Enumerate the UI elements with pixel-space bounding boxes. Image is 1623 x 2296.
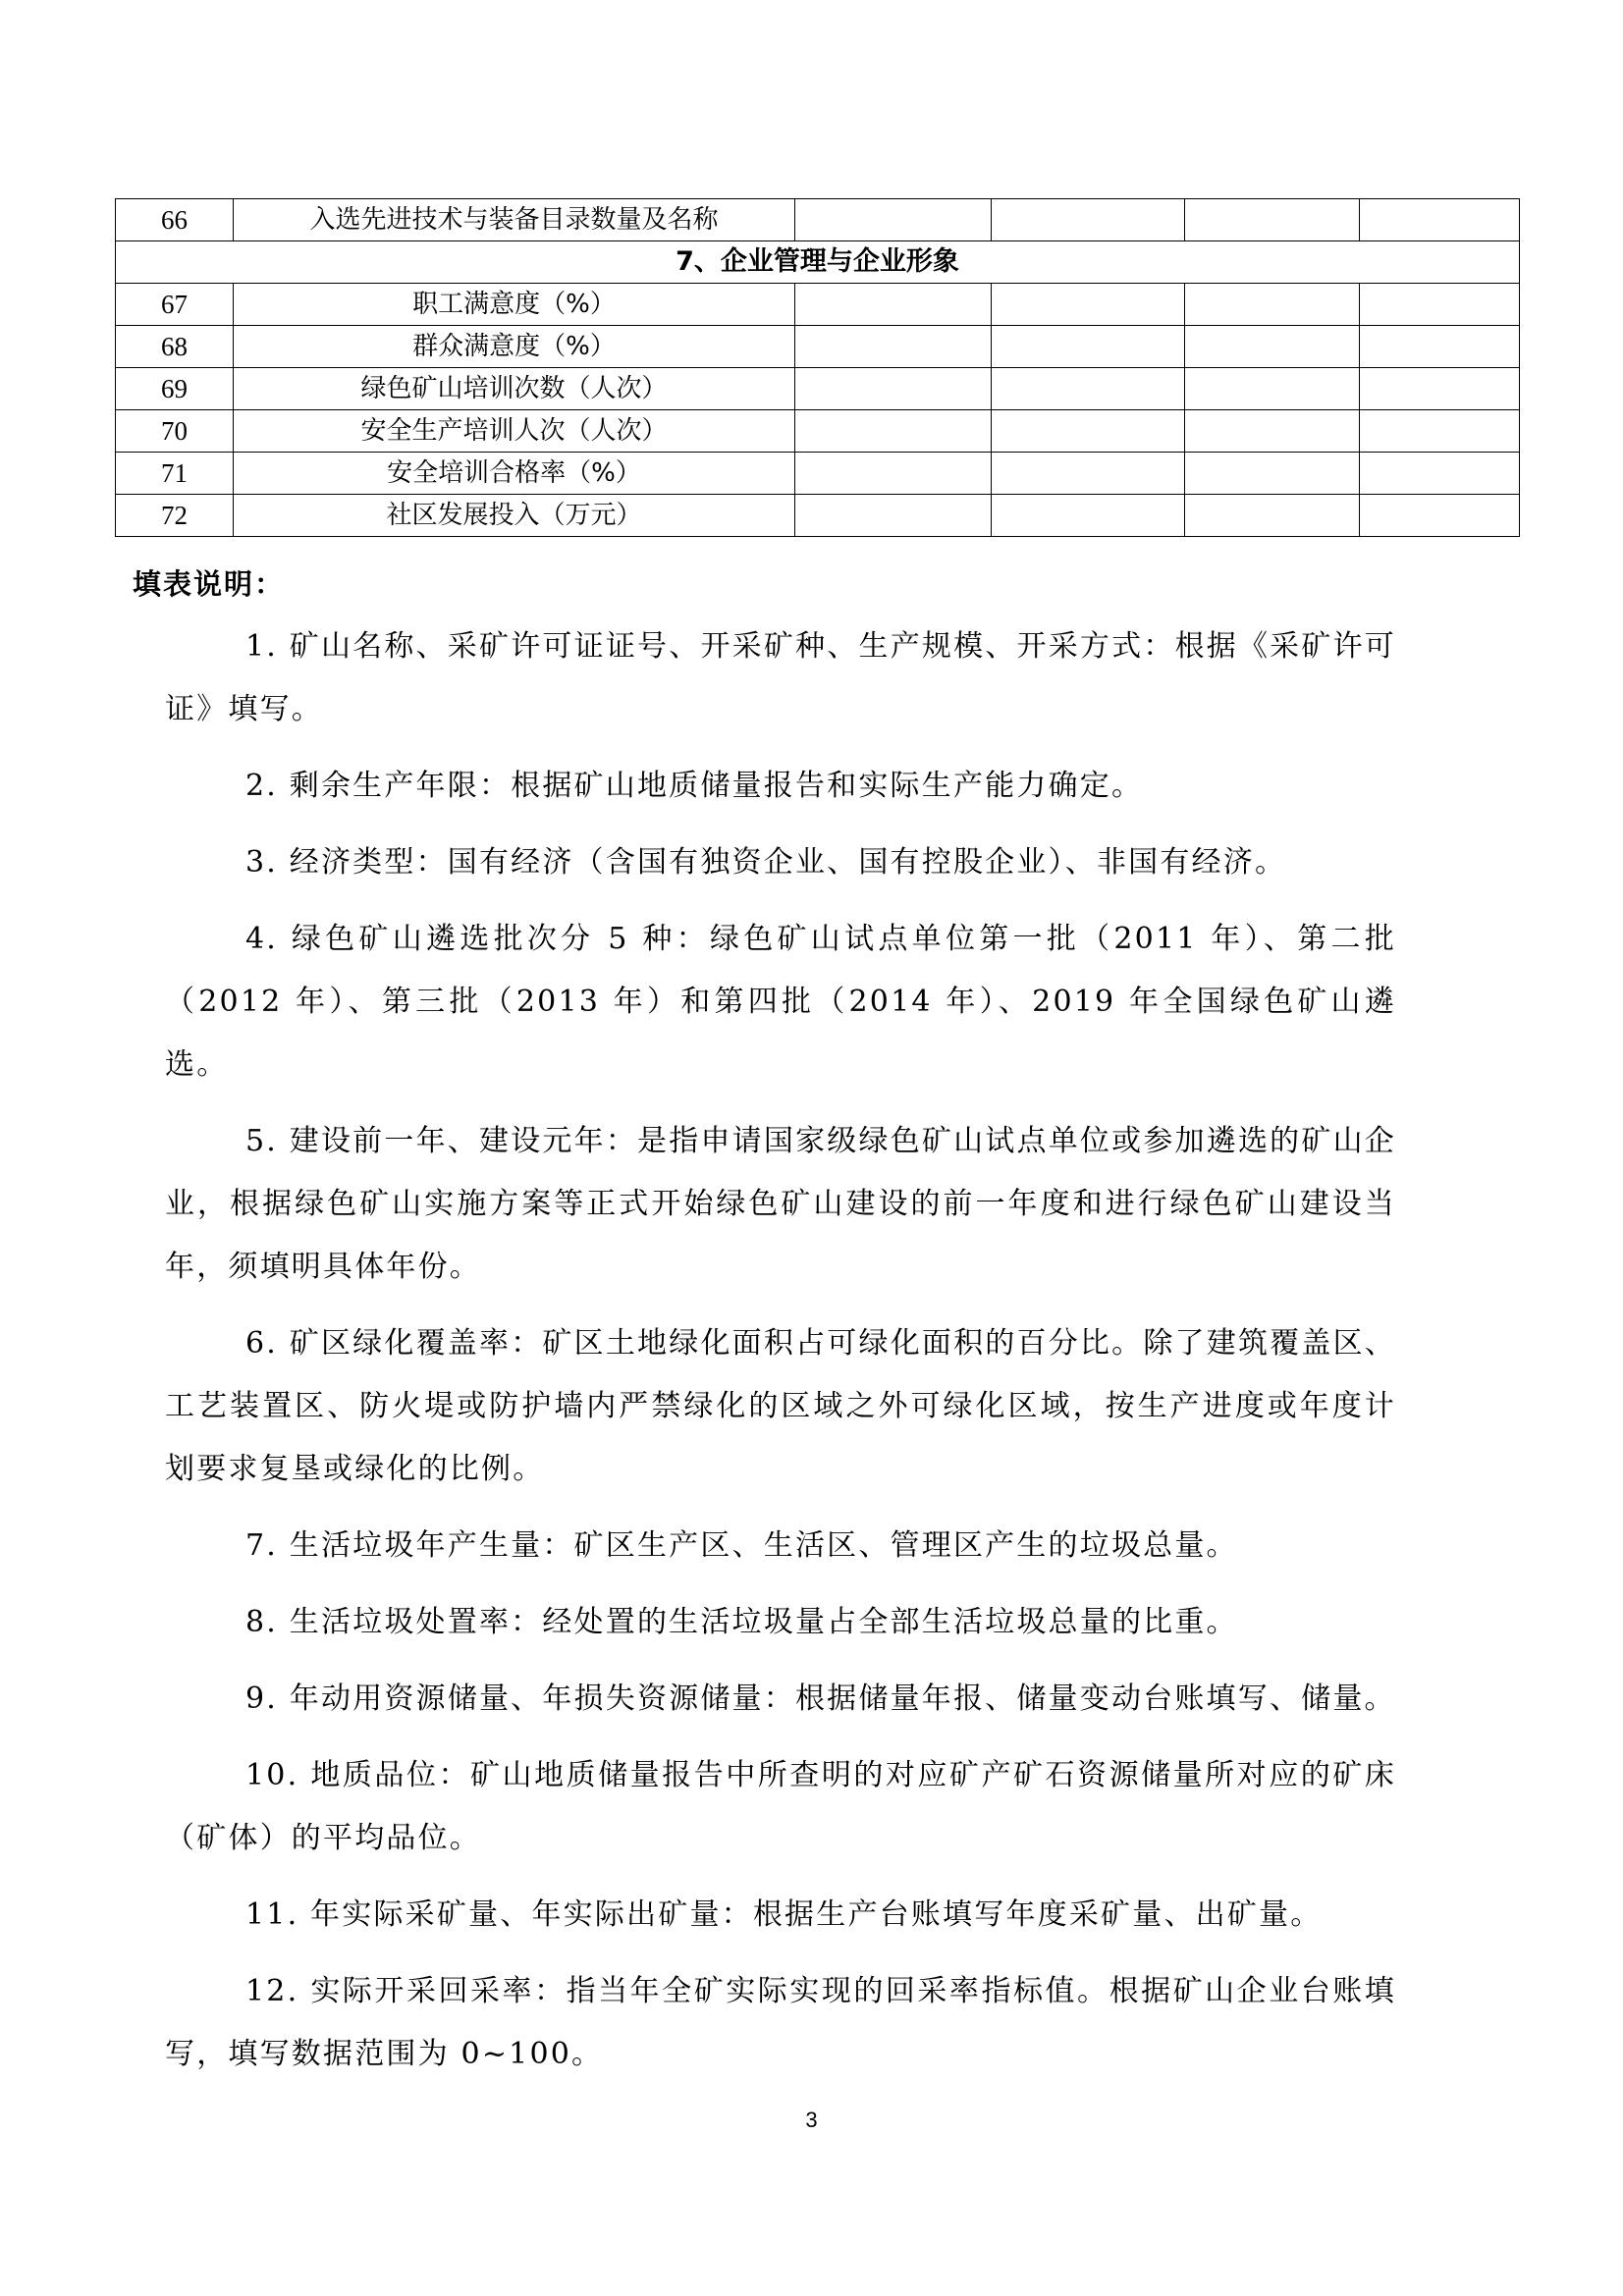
indicator-name: 安全生产培训人次（人次） xyxy=(234,410,795,453)
value-cell-1[interactable] xyxy=(795,410,992,453)
table-row xyxy=(116,495,1520,537)
value-cell-4[interactable] xyxy=(1360,368,1520,410)
note-item-7: 7. 生活垃圾年产生量：矿区生产区、生活区、管理区产生的垃圾总量。 xyxy=(245,1528,1238,1563)
value-cell-4[interactable] xyxy=(1360,284,1520,326)
note-item-9: 9. 年动用资源储量、年损失资源储量：根据储量年报、储量变动台账填写、储量。 xyxy=(245,1682,1396,1716)
table-row xyxy=(116,410,1520,453)
note-item-4: 4. 绿色矿山遴选批次分 5 种：绿色矿山试点单位第一批（2011 年）、第二批（2012 年）、第三批（2013 年）和第四批（2014 年）、2019 年全国绿色矿山遴选。 xyxy=(165,922,1396,1082)
value-cell-2[interactable] xyxy=(992,495,1185,537)
value-cell-3[interactable] xyxy=(1185,453,1360,495)
note-item-10: 10. 地质品位：矿山地质储量报告中所查明的对应矿产矿石资源储量所对应的矿床（矿体）的平均品位。 xyxy=(165,1758,1396,1855)
value-cell-3[interactable] xyxy=(1185,410,1360,453)
row-number: 70 xyxy=(116,410,234,453)
indicator-name: 社区发展投入（万元） xyxy=(234,495,795,537)
row-number: 71 xyxy=(116,453,234,495)
value-cell-4[interactable] xyxy=(1360,410,1520,453)
indicator-table xyxy=(115,198,1520,537)
value-cell-4[interactable] xyxy=(1360,453,1520,495)
value-cell-2[interactable] xyxy=(992,453,1185,495)
note-item-12: 12. 实际开采回采率：指当年全矿实际实现的回采率指标值。根据矿山企业台账填写，填写数据范围为 0~100。 xyxy=(165,1974,1396,2071)
note-item-8: 8. 生活垃圾处置率：经处置的生活垃圾量占全部生活垃圾总量的比重。 xyxy=(245,1605,1238,1639)
note-item-11: 11. 年实际采矿量、年实际出矿量：根据生产台账填写年度采矿量、出矿量。 xyxy=(245,1897,1323,1932)
row-number: 66 xyxy=(116,199,234,241)
value-cell-3[interactable] xyxy=(1185,495,1360,537)
indicator-name: 职工满意度（%） xyxy=(234,284,795,326)
value-cell-2[interactable] xyxy=(992,368,1185,410)
indicator-name: 安全培训合格率（%） xyxy=(234,453,795,495)
note-item-3: 3. 经济类型：国有经济（含国有独资企业、国有控股企业）、非国有经济。 xyxy=(245,845,1287,880)
table-row xyxy=(116,199,1520,241)
value-cell-4[interactable] xyxy=(1360,199,1520,241)
value-cell-3[interactable] xyxy=(1185,368,1360,410)
value-cell-1[interactable] xyxy=(795,199,992,241)
note-item-1: 1. 矿山名称、采矿许可证证号、开采矿种、生产规模、开采方式：根据《采矿许可证》填写。 xyxy=(165,629,1396,726)
row-number: 69 xyxy=(116,368,234,410)
value-cell-1[interactable] xyxy=(795,284,992,326)
note-item-5: 5. 建设前一年、建设元年：是指申请国家级绿色矿山试点单位或参加遴选的矿山企业，根据绿色矿山实施方案等正式开始绿色矿山建设的前一年度和进行绿色矿山建设当年，须填明具体年份。 xyxy=(165,1124,1396,1284)
value-cell-1[interactable] xyxy=(795,326,992,368)
note-item-2: 2. 剩余生产年限：根据矿山地质储量报告和实际生产能力确定。 xyxy=(245,769,1144,803)
indicator-name: 绿色矿山培训次数（人次） xyxy=(234,368,795,410)
row-number: 72 xyxy=(116,495,234,537)
table-row xyxy=(116,368,1520,410)
value-cell-1[interactable] xyxy=(795,453,992,495)
table-row xyxy=(116,326,1520,368)
table-row xyxy=(116,453,1520,495)
note-item-6: 6. 矿区绿化覆盖率：矿区土地绿化面积占可绿化面积的百分比。除了建筑覆盖区、工艺装置区、防火堤或防护墙内严禁绿化的区域之外可绿化区域，按生产进度或年度计划要求复垦或绿化的比例。 xyxy=(165,1326,1396,1486)
value-cell-2[interactable] xyxy=(992,199,1185,241)
value-cell-2[interactable] xyxy=(992,410,1185,453)
indicator-name: 群众满意度（%） xyxy=(234,326,795,368)
value-cell-3[interactable] xyxy=(1185,284,1360,326)
row-number: 68 xyxy=(116,326,234,368)
section-title: 7、企业管理与企业形象 xyxy=(116,241,1520,284)
indicator-table-container xyxy=(115,198,1519,537)
value-cell-4[interactable] xyxy=(1360,495,1520,537)
row-number: 67 xyxy=(116,284,234,326)
table-row xyxy=(116,284,1520,326)
page-number: 3 xyxy=(805,2108,818,2132)
notes-title: 填表说明： xyxy=(133,567,286,601)
value-cell-1[interactable] xyxy=(795,368,992,410)
indicator-name: 入选先进技术与装备目录数量及名称 xyxy=(234,199,795,241)
value-cell-4[interactable] xyxy=(1360,326,1520,368)
section-header-row xyxy=(116,241,1520,284)
value-cell-1[interactable] xyxy=(795,495,992,537)
value-cell-3[interactable] xyxy=(1185,199,1360,241)
value-cell-2[interactable] xyxy=(992,284,1185,326)
value-cell-2[interactable] xyxy=(992,326,1185,368)
notes-list xyxy=(165,615,1396,2100)
value-cell-3[interactable] xyxy=(1185,326,1360,368)
